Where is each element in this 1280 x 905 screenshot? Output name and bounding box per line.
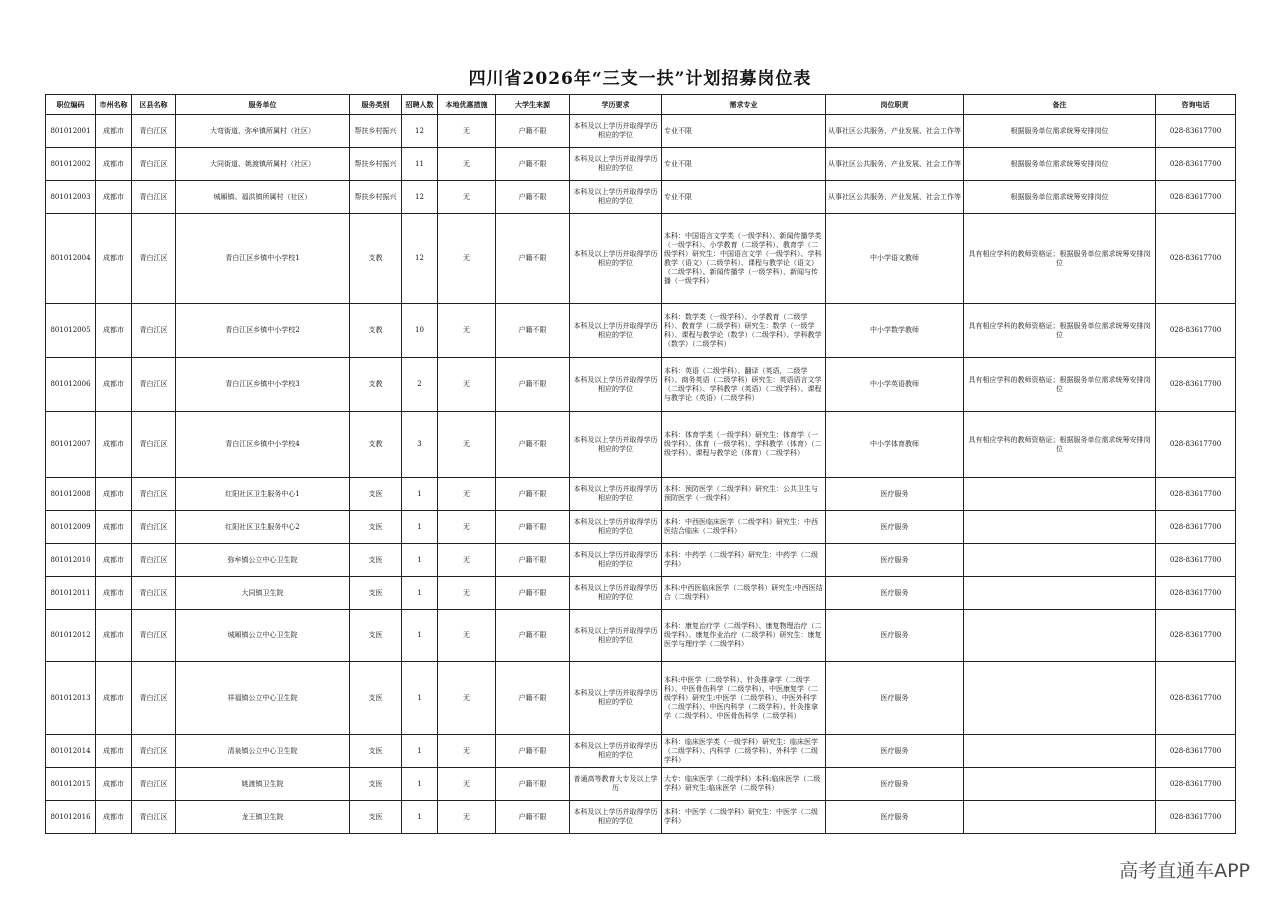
cell-local: 无 (438, 511, 496, 544)
cell-note (964, 735, 1156, 768)
cell-code: 801012013 (46, 662, 96, 735)
cell-local: 无 (438, 735, 496, 768)
cell-duty: 从事社区公共服务、产业发展、社会工作等 (826, 148, 964, 181)
table-row (46, 181, 1236, 214)
cell-category: 支教 (350, 412, 402, 478)
cell-district: 青白江区 (132, 412, 176, 478)
cell-phone: 028-83617700 (1156, 768, 1236, 801)
header-cell-district: 区县名称 (132, 95, 176, 115)
cell-count: 1 (402, 478, 438, 511)
recruitment-table-wrapper (45, 94, 1235, 834)
cell-phone: 028-83617700 (1156, 181, 1236, 214)
cell-duty: 从事社区公共服务、产业发展、社会工作等 (826, 181, 964, 214)
cell-duty: 中小学数学教师 (826, 304, 964, 358)
header-cell-duty: 岗位职责 (826, 95, 964, 115)
cell-category: 帮扶乡村振兴 (350, 148, 402, 181)
cell-city: 成都市 (96, 181, 132, 214)
cell-district: 青白江区 (132, 662, 176, 735)
cell-category: 支医 (350, 511, 402, 544)
cell-phone: 028-83617700 (1156, 412, 1236, 478)
cell-unit: 清泉镇公立中心卫生院 (176, 735, 350, 768)
cell-source: 户籍不限 (496, 544, 570, 577)
cell-district: 青白江区 (132, 801, 176, 834)
cell-note: 具有相应学科的教师资格证；根据服务单位需求统筹安排岗位 (964, 214, 1156, 304)
header-cell-education: 学历要求 (570, 95, 662, 115)
cell-duty: 从事社区公共服务、产业发展、社会工作等 (826, 115, 964, 148)
cell-category: 支教 (350, 358, 402, 412)
cell-unit: 红阳社区卫生服务中心1 (176, 478, 350, 511)
cell-category: 支医 (350, 577, 402, 610)
cell-city: 成都市 (96, 412, 132, 478)
cell-code: 801012001 (46, 115, 96, 148)
table-row (46, 478, 1236, 511)
cell-phone: 028-83617700 (1156, 304, 1236, 358)
cell-unit: 青白江区乡镇中小学校1 (176, 214, 350, 304)
cell-local: 无 (438, 304, 496, 358)
cell-unit: 青白江区乡镇中小学校4 (176, 412, 350, 478)
cell-count: 1 (402, 544, 438, 577)
table-row (46, 735, 1236, 768)
cell-city: 成都市 (96, 214, 132, 304)
cell-category: 支医 (350, 801, 402, 834)
table-row (46, 304, 1236, 358)
cell-count: 10 (402, 304, 438, 358)
cell-code: 801012016 (46, 801, 96, 834)
cell-major: 专业不限 (662, 148, 826, 181)
cell-code: 801012011 (46, 577, 96, 610)
cell-count: 1 (402, 662, 438, 735)
cell-education: 本科及以上学历并取得学历相应的学位 (570, 801, 662, 834)
cell-count: 12 (402, 214, 438, 304)
cell-education: 本科及以上学历并取得学历相应的学位 (570, 181, 662, 214)
cell-category: 支教 (350, 304, 402, 358)
cell-district: 青白江区 (132, 610, 176, 662)
cell-count: 3 (402, 412, 438, 478)
cell-unit: 姚渡镇卫生院 (176, 768, 350, 801)
cell-unit: 大同街道、姚渡镇所属村（社区） (176, 148, 350, 181)
cell-district: 青白江区 (132, 304, 176, 358)
cell-note: 具有相应学科的教师资格证；根据服务单位需求统筹安排岗位 (964, 304, 1156, 358)
cell-count: 12 (402, 115, 438, 148)
header-cell-source: 大学生来源 (496, 95, 570, 115)
table-row (46, 115, 1236, 148)
cell-code: 801012006 (46, 358, 96, 412)
cell-local: 无 (438, 358, 496, 412)
cell-duty: 医疗服务 (826, 662, 964, 735)
cell-education: 普通高等教育大专及以上学历 (570, 768, 662, 801)
cell-source: 户籍不限 (496, 181, 570, 214)
cell-source: 户籍不限 (496, 358, 570, 412)
cell-major: 本科：中国语言文学类（一级学科）、新闻传播学类（一级学科）、小学教育（二级学科）、教育学（二级学科）研究生：中国语言文学（一级学科）、学科教学（语文）（二级学科）、课程与教学论（语文）（二级学科）、新闻传播学（一级学科）、新闻与传播（一级学科） (662, 214, 826, 304)
cell-phone: 028-83617700 (1156, 610, 1236, 662)
cell-source: 户籍不限 (496, 662, 570, 735)
cell-source: 户籍不限 (496, 148, 570, 181)
cell-education: 本科及以上学历并取得学历相应的学位 (570, 304, 662, 358)
cell-duty: 医疗服务 (826, 801, 964, 834)
cell-education: 本科及以上学历并取得学历相应的学位 (570, 412, 662, 478)
cell-note (964, 511, 1156, 544)
cell-category: 支医 (350, 662, 402, 735)
cell-note (964, 577, 1156, 610)
cell-local: 无 (438, 214, 496, 304)
cell-unit: 青白江区乡镇中小学校3 (176, 358, 350, 412)
cell-note: 具有相应学科的教师资格证；根据服务单位需求统筹安排岗位 (964, 358, 1156, 412)
cell-duty: 医疗服务 (826, 577, 964, 610)
cell-source: 户籍不限 (496, 610, 570, 662)
cell-phone: 028-83617700 (1156, 662, 1236, 735)
header-cell-major: 需求专业 (662, 95, 826, 115)
cell-local: 无 (438, 801, 496, 834)
cell-count: 12 (402, 181, 438, 214)
cell-duty: 医疗服务 (826, 544, 964, 577)
cell-phone: 028-83617700 (1156, 801, 1236, 834)
cell-source: 户籍不限 (496, 412, 570, 478)
cell-source: 户籍不限 (496, 768, 570, 801)
header-cell-unit: 服务单位 (176, 95, 350, 115)
cell-duty: 中小学体育教师 (826, 412, 964, 478)
cell-unit: 大弯街道、弥牟镇所属村（社区） (176, 115, 350, 148)
cell-district: 青白江区 (132, 214, 176, 304)
cell-source: 户籍不限 (496, 214, 570, 304)
cell-category: 支医 (350, 768, 402, 801)
cell-unit: 城厢镇、福洪镇所属村（社区） (176, 181, 350, 214)
cell-city: 成都市 (96, 148, 132, 181)
header-cell-note: 备注 (964, 95, 1156, 115)
cell-local: 无 (438, 478, 496, 511)
cell-phone: 028-83617700 (1156, 577, 1236, 610)
cell-phone: 028-83617700 (1156, 544, 1236, 577)
cell-category: 支医 (350, 478, 402, 511)
cell-major: 本科：英语（二级学科）、翻译（英语，二级学科）、商务英语（二级学科）研究生：英语语言文学（二级学科）、学科教学（英语）（二级学科）、课程与教学论（英语）（二级学科） (662, 358, 826, 412)
cell-city: 成都市 (96, 478, 132, 511)
page-title: 四川省2026年“三支一扶”计划招募岗位表 (468, 69, 812, 89)
cell-phone: 028-83617700 (1156, 511, 1236, 544)
header-cell-local: 本地优惠措施 (438, 95, 496, 115)
cell-major: 本科：康复治疗学（二级学科）、康复物理治疗（二级学科）、康复作业治疗（二级学科）研究生：康复医学与理疗学（二级学科） (662, 610, 826, 662)
cell-note (964, 544, 1156, 577)
cell-district: 青白江区 (132, 478, 176, 511)
cell-education: 本科及以上学历并取得学历相应的学位 (570, 115, 662, 148)
recruitment-table (45, 94, 1236, 834)
cell-phone: 028-83617700 (1156, 214, 1236, 304)
table-header-row (46, 95, 1236, 115)
cell-major: 本科：中药学（二级学科）研究生：中药学（二级学科） (662, 544, 826, 577)
cell-local: 无 (438, 412, 496, 478)
cell-count: 1 (402, 768, 438, 801)
header-cell-phone: 咨询电话 (1156, 95, 1236, 115)
cell-major: 本科：中西医临床医学（二级学科）研究生：中西医结合临床（二级学科） (662, 511, 826, 544)
cell-note (964, 478, 1156, 511)
cell-education: 本科及以上学历并取得学历相应的学位 (570, 610, 662, 662)
cell-city: 成都市 (96, 544, 132, 577)
table-row (46, 544, 1236, 577)
cell-city: 成都市 (96, 662, 132, 735)
table-row (46, 511, 1236, 544)
cell-district: 青白江区 (132, 181, 176, 214)
cell-district: 青白江区 (132, 577, 176, 610)
cell-phone: 028-83617700 (1156, 148, 1236, 181)
cell-note (964, 662, 1156, 735)
cell-duty: 医疗服务 (826, 735, 964, 768)
cell-city: 成都市 (96, 304, 132, 358)
cell-code: 801012014 (46, 735, 96, 768)
cell-source: 户籍不限 (496, 304, 570, 358)
table-row (46, 148, 1236, 181)
cell-count: 1 (402, 577, 438, 610)
cell-phone: 028-83617700 (1156, 478, 1236, 511)
cell-count: 1 (402, 610, 438, 662)
cell-local: 无 (438, 662, 496, 735)
header-cell-category: 服务类别 (350, 95, 402, 115)
cell-count: 2 (402, 358, 438, 412)
cell-local: 无 (438, 768, 496, 801)
cell-district: 青白江区 (132, 358, 176, 412)
cell-code: 801012005 (46, 304, 96, 358)
cell-code: 801012015 (46, 768, 96, 801)
cell-duty: 医疗服务 (826, 768, 964, 801)
cell-unit: 红阳社区卫生服务中心2 (176, 511, 350, 544)
cell-count: 11 (402, 148, 438, 181)
cell-category: 支医 (350, 544, 402, 577)
watermark-text: 高考直通车APP (1119, 860, 1250, 882)
cell-city: 成都市 (96, 577, 132, 610)
cell-category: 支医 (350, 610, 402, 662)
cell-education: 本科及以上学历并取得学历相应的学位 (570, 577, 662, 610)
cell-local: 无 (438, 148, 496, 181)
cell-unit: 龙王镇卫生院 (176, 801, 350, 834)
cell-code: 801012007 (46, 412, 96, 478)
cell-code: 801012012 (46, 610, 96, 662)
cell-source: 户籍不限 (496, 478, 570, 511)
cell-major: 本科:中西医临床医学（二级学科）研究生:中西医结合（二级学科） (662, 577, 826, 610)
cell-local: 无 (438, 544, 496, 577)
cell-major: 本科：临床医学类（一级学科）研究生：临床医学（二级学科）、内科学（二级学科）、外科学（二级学科） (662, 735, 826, 768)
cell-duty: 医疗服务 (826, 511, 964, 544)
cell-major: 本科：中医学（二级学科）研究生：中医学（二级学科） (662, 801, 826, 834)
cell-major: 本科：数学类（一级学科）、小学教育（二级学科）、教育学（二级学科）研究生：数学（一级学科）、课程与教学论（数学）（二级学科）、学科教学（数学）（二级学科） (662, 304, 826, 358)
cell-note: 根据服务单位需求统筹安排岗位 (964, 115, 1156, 148)
table-row (46, 577, 1236, 610)
cell-city: 成都市 (96, 801, 132, 834)
header-cell-code: 职位编码 (46, 95, 96, 115)
cell-education: 本科及以上学历并取得学历相应的学位 (570, 544, 662, 577)
cell-note (964, 610, 1156, 662)
cell-count: 1 (402, 735, 438, 768)
cell-duty: 中小学英语教师 (826, 358, 964, 412)
cell-district: 青白江区 (132, 768, 176, 801)
cell-code: 801012003 (46, 181, 96, 214)
cell-local: 无 (438, 181, 496, 214)
cell-city: 成都市 (96, 735, 132, 768)
cell-education: 本科及以上学历并取得学历相应的学位 (570, 148, 662, 181)
cell-education: 本科及以上学历并取得学历相应的学位 (570, 735, 662, 768)
cell-education: 本科及以上学历并取得学历相应的学位 (570, 478, 662, 511)
cell-district: 青白江区 (132, 544, 176, 577)
cell-source: 户籍不限 (496, 801, 570, 834)
cell-category: 帮扶乡村振兴 (350, 115, 402, 148)
cell-code: 801012002 (46, 148, 96, 181)
cell-city: 成都市 (96, 511, 132, 544)
header-cell-count: 招聘人数 (402, 95, 438, 115)
cell-local: 无 (438, 115, 496, 148)
cell-code: 801012010 (46, 544, 96, 577)
table-row (46, 768, 1236, 801)
cell-city: 成都市 (96, 115, 132, 148)
table-row (46, 662, 1236, 735)
cell-city: 成都市 (96, 768, 132, 801)
cell-major: 本科:中医学（二级学科）、针灸推拿学（二级学科）、中医骨伤科学（二级学科）、中医康复学（二级学科）研究生:中医学（二级学科）、中医外科学（二级学科）、中医内科学（二级学科）、针灸推拿学（二级学科）、中医骨伤科学（二级学科） (662, 662, 826, 735)
cell-source: 户籍不限 (496, 735, 570, 768)
cell-major: 大专：临床医学（二级学科）本科:临床医学（二级学科）研究生:临床医学（二级学科） (662, 768, 826, 801)
table-row (46, 214, 1236, 304)
cell-unit: 弥牟镇公立中心卫生院 (176, 544, 350, 577)
cell-local: 无 (438, 577, 496, 610)
cell-count: 1 (402, 511, 438, 544)
cell-unit: 城厢镇公立中心卫生院 (176, 610, 350, 662)
cell-code: 801012004 (46, 214, 96, 304)
cell-city: 成都市 (96, 610, 132, 662)
table-row (46, 412, 1236, 478)
cell-unit: 祥福镇公立中心卫生院 (176, 662, 350, 735)
table-row (46, 610, 1236, 662)
cell-unit: 大同镇卫生院 (176, 577, 350, 610)
cell-education: 本科及以上学历并取得学历相应的学位 (570, 358, 662, 412)
table-row (46, 801, 1236, 834)
cell-note: 根据服务单位需求统筹安排岗位 (964, 148, 1156, 181)
cell-duty: 中小学语文教师 (826, 214, 964, 304)
cell-category: 支医 (350, 735, 402, 768)
cell-source: 户籍不限 (496, 577, 570, 610)
cell-district: 青白江区 (132, 115, 176, 148)
cell-note: 根据服务单位需求统筹安排岗位 (964, 181, 1156, 214)
cell-note (964, 801, 1156, 834)
cell-code: 801012008 (46, 478, 96, 511)
cell-note: 具有相应学科的教师资格证；根据服务单位需求统筹安排岗位 (964, 412, 1156, 478)
cell-district: 青白江区 (132, 148, 176, 181)
cell-count: 1 (402, 801, 438, 834)
cell-unit: 青白江区乡镇中小学校2 (176, 304, 350, 358)
cell-major: 专业不限 (662, 181, 826, 214)
cell-category: 帮扶乡村振兴 (350, 181, 402, 214)
cell-source: 户籍不限 (496, 115, 570, 148)
cell-education: 本科及以上学历并取得学历相应的学位 (570, 511, 662, 544)
cell-phone: 028-83617700 (1156, 115, 1236, 148)
cell-phone: 028-83617700 (1156, 735, 1236, 768)
cell-education: 本科及以上学历并取得学历相应的学位 (570, 214, 662, 304)
cell-category: 支教 (350, 214, 402, 304)
cell-city: 成都市 (96, 358, 132, 412)
cell-duty: 医疗服务 (826, 610, 964, 662)
cell-major: 本科：预防医学（二级学科）研究生：公共卫生与预防医学（一级学科） (662, 478, 826, 511)
cell-code: 801012009 (46, 511, 96, 544)
cell-source: 户籍不限 (496, 511, 570, 544)
cell-district: 青白江区 (132, 511, 176, 544)
cell-education: 本科及以上学历并取得学历相应的学位 (570, 662, 662, 735)
header-cell-city: 市州名称 (96, 95, 132, 115)
cell-major: 专业不限 (662, 115, 826, 148)
cell-duty: 医疗服务 (826, 478, 964, 511)
cell-district: 青白江区 (132, 735, 176, 768)
table-row (46, 358, 1236, 412)
cell-phone: 028-83617700 (1156, 358, 1236, 412)
cell-major: 本科：体育学类（一级学科）研究生：体育学（一级学科）、体育（一级学科）、学科教学（体育）（二级学科）、课程与教学论（体育）（二级学科） (662, 412, 826, 478)
cell-local: 无 (438, 610, 496, 662)
cell-note (964, 768, 1156, 801)
